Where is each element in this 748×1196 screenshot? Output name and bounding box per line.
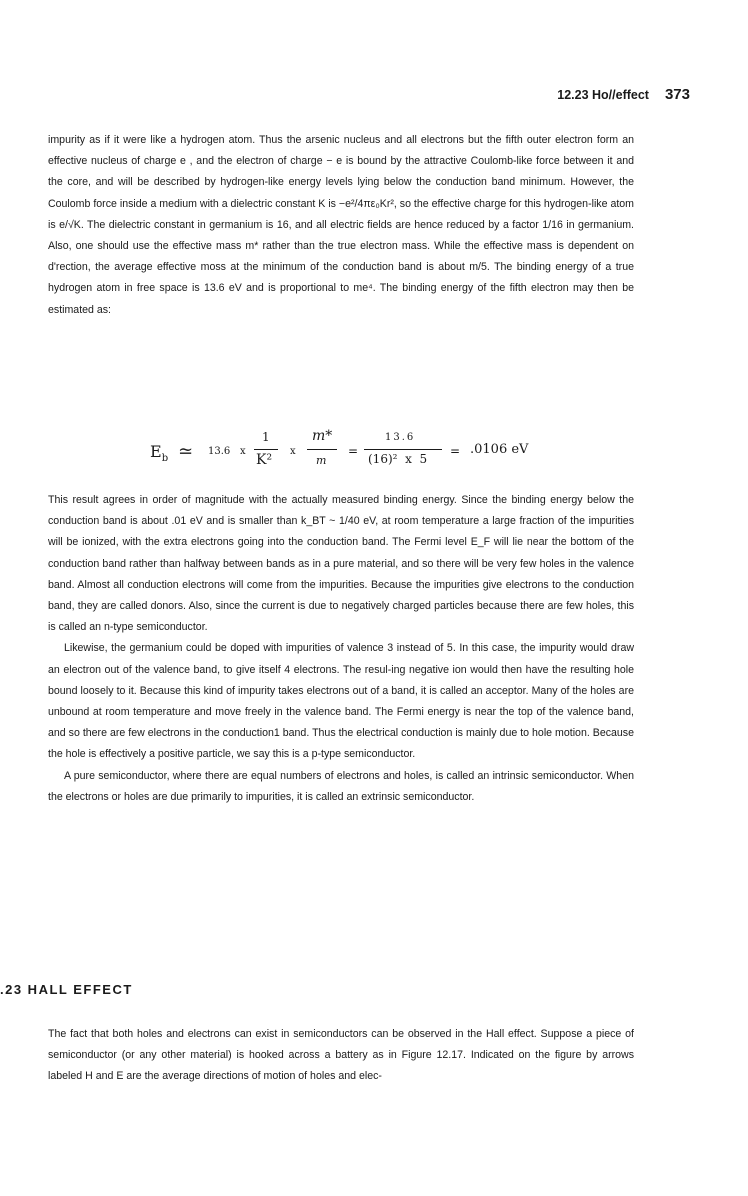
eq-frac2-bar xyxy=(307,449,337,450)
eq-frac3-bar xyxy=(364,449,442,450)
eq-lhs: $E_b$ xyxy=(150,442,169,465)
eq-times-1: x xyxy=(240,446,246,457)
page-number: 373 xyxy=(664,86,690,103)
eq-approx-sign: ≃ xyxy=(178,441,194,462)
eq-constant: 13.6 xyxy=(208,446,231,457)
eq-frac2-den: m xyxy=(316,454,327,467)
eq-result: .0106 eV xyxy=(470,442,529,457)
running-head: 12.23 Ho//effect xyxy=(557,88,649,102)
eq-frac1-bar xyxy=(254,449,278,450)
eq-frac1-num: 1 xyxy=(262,430,270,444)
eq-times-2: x xyxy=(290,446,296,457)
section-heading: .23 HALL EFFECT xyxy=(0,982,133,997)
eq-equals-1: = xyxy=(348,444,359,458)
binding-energy-equation xyxy=(150,430,610,476)
paragraph-hall-effect: The fact that both holes and electrons can exist in semiconductors can be observed in the Hall effect. Suppose a piece of semiconductor (or any other material) is hooked across a battery as in Figure 12.17. Indicated on the figure by arrows labeled H and E are the average directions of motion of holes and elec- xyxy=(48,1028,634,1083)
eq-equals-2: = xyxy=(450,444,461,458)
eq-frac1-den: K² xyxy=(256,452,273,468)
eq-frac3-den: (16)² x 5 xyxy=(368,452,428,466)
page-header xyxy=(557,86,690,103)
eq-frac2-num: m* xyxy=(312,428,333,444)
paragraph-hydrogen-model: impurity as if it were like a hydrogen atom. Thus the arsenic nucleus and all electrons but the fifth outer electron form an effective nucleus of charge e , and the electron of charge − e is bound by the attractive Coulomb-like force between it and the core, and will be described by hydrogen-like energy levels lying below the conduction band minimum. However, the Coulomb force inside a medium with a dielectric constant K is −e²/4πε₀Kr², so the effective charge for this hydrogen-like atom is e/√K. The dielectric constant in germanium is 16, and all electric fields are hence reduced by a factor 1/16 in germanium. Also, one should use the effective mass m* rather than the true electron mass. While the effective mass is dependent on d'rection, the average effective moss at the minimum of the conduction band is about m/5. The binding energy of a true hydrogen atom in free space is 13.6 eV and is proportional to me⁴. The binding energy of the fifth electron may then be estimated as: xyxy=(48,134,634,316)
eq-frac3-num: 13.6 xyxy=(385,432,416,443)
paragraph-donors: This result agrees in order of magnitude with the actually measured binding energy. Since the binding energy below the conduction band is about .01 eV and is smaller than k_BT ~ 1/40 eV, at room temperature a large fraction of the impurities will be ionized, with the extra electrons going into the conduction band. The Fermi level E_F will lie near the bottom of the conduction band rather than halfway between bands as in a pure material, and so there will be very few holes in the valence band. Almost all conduction electrons will come from the impurities. Because the impurities give electrons to the conduction band, they are called donors. Also, since the current is due to negatively charged particles because there are few holes, this is called an n-type semiconductor. Likewise, the germanium could be doped with impurities of valence 3 instead of 5. In this case, the impurity would draw an electron out of the valence band, to give itself 4 electrons. The resul-ing negative ion would then have the resulting hole bound loosely to it. Because this kind of impurity takes electrons out of a band, it is called an acceptor. Many of the holes are unbound at room temperature and move freely in the valence band. The Fermi energy is near the top of the valence band, and so there are few electrons in the conduction1 band. Thus the electrical conduction is mainly due to hole motion. Because the hole is effectively a positive particle, we say this is a p-type semiconductor. A pure semiconductor, where there are equal numbers of electrons and holes, is called an intrinsic semiconductor. When the electrons or holes are due primarily to impurities, it is called an extrinsic semiconductor. xyxy=(48,494,634,803)
